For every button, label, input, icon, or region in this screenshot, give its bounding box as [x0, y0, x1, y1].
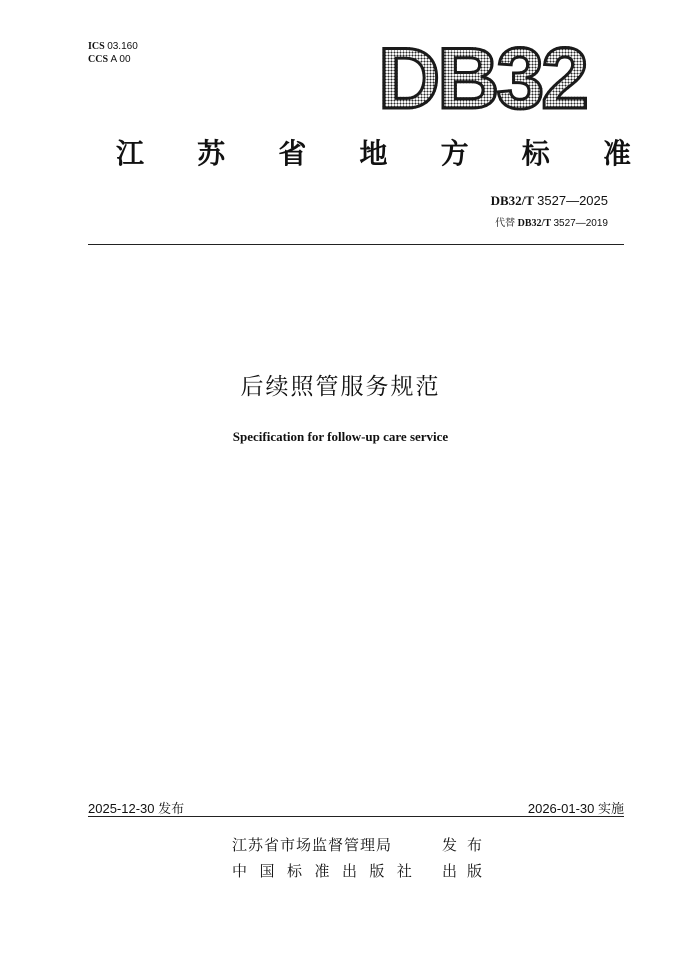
implement-date-label: 实施: [597, 802, 624, 817]
category-char: 江: [116, 137, 145, 170]
ccs-value: A 00: [110, 54, 131, 65]
publisher-line: [232, 836, 492, 854]
category-char: 苏: [197, 137, 226, 170]
ccs-label: CCS: [88, 54, 109, 65]
standard-prefix: DB32/T: [490, 193, 534, 208]
dates-row: [88, 798, 624, 817]
ics-code: [88, 40, 138, 53]
issue-date-value: 2025-12-30: [88, 801, 155, 816]
category-char: 方: [440, 137, 469, 170]
classification-codes: [88, 40, 138, 66]
standard-number: [491, 193, 608, 209]
publisher-organization: 中 国 标 准 出 版 社: [232, 862, 412, 880]
issue-date-label: 发布: [158, 802, 185, 817]
category-char: 标: [521, 137, 550, 170]
ics-value: 03.160: [107, 41, 138, 52]
footer-divider: [88, 816, 624, 817]
header-divider: [88, 244, 624, 245]
publisher-action: 出版: [442, 862, 493, 880]
issue-date: [88, 798, 184, 817]
replaces-number: 3527—2019: [553, 218, 608, 229]
publisher-organization: 江苏省市场监督管理局: [232, 836, 393, 854]
category-char: 准: [602, 137, 631, 170]
ccs-code: [88, 53, 138, 66]
replaces-label: 代替: [495, 218, 516, 229]
implement-date-value: 2026-01-30: [527, 801, 595, 816]
publisher-action: 发布: [442, 836, 493, 854]
replaces-code: DB32/T: [517, 218, 551, 229]
document-title-chinese: 后续照管服务规范: [240, 374, 441, 400]
implement-date: [528, 798, 624, 817]
replaces-standard: [495, 214, 608, 229]
category-char: 地: [359, 137, 388, 170]
standard-number-value: 3527—2025: [537, 193, 608, 208]
ics-label: ICS: [88, 41, 105, 52]
publisher-line: [232, 862, 492, 880]
document-title-english: Specification for follow-up care service: [232, 429, 449, 444]
db32-logo-mark: DB32: [378, 31, 586, 127]
standard-category-heading: [116, 138, 631, 170]
category-char: 省: [278, 137, 307, 170]
